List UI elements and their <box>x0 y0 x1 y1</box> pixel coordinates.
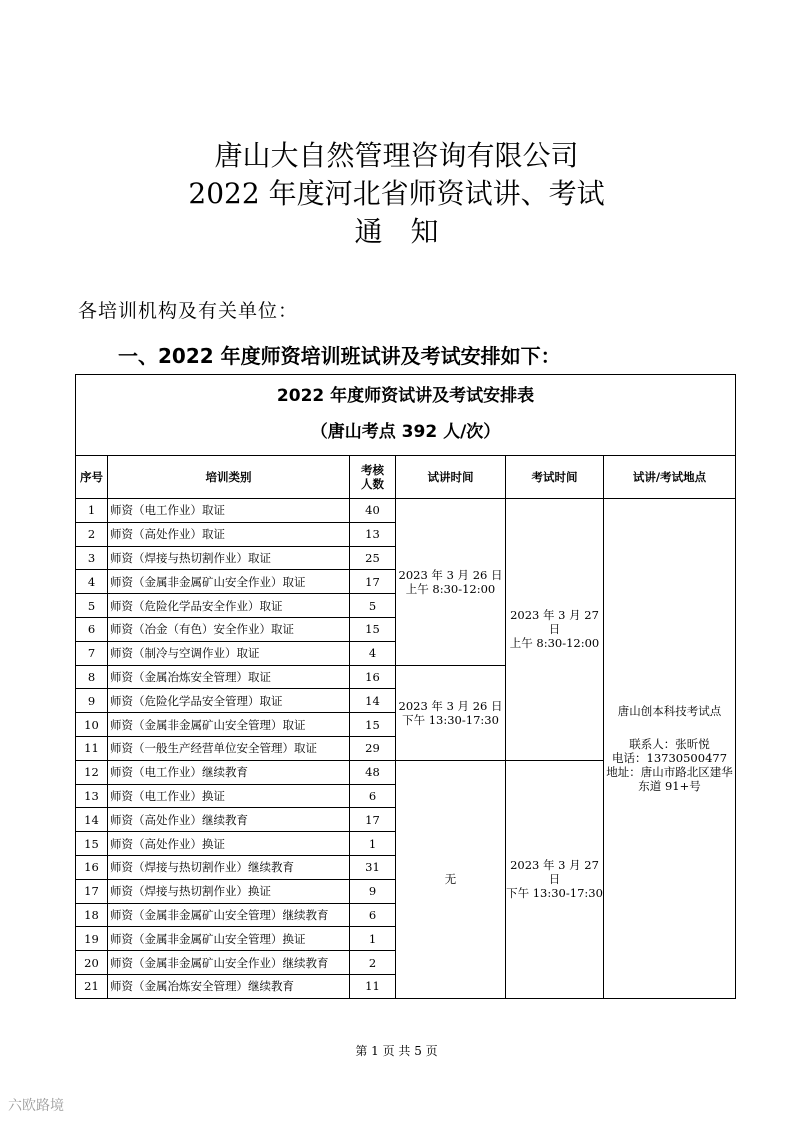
table-row <box>76 499 736 523</box>
notice-subtitle: 通 知 <box>354 215 439 248</box>
row-number: 2 <box>76 522 108 546</box>
row-count: 16 <box>350 665 396 689</box>
greeting: 各培训机构及有关单位： <box>78 300 299 322</box>
row-number: 20 <box>76 951 108 975</box>
col-header-count <box>350 456 396 499</box>
row-count: 17 <box>350 570 396 594</box>
row-training-type: 师资（电工作业）继续教育 <box>108 760 350 784</box>
col-header-count-line2: 人数 <box>361 477 384 491</box>
row-count: 15 <box>350 713 396 737</box>
row-training-type: 师资（焊接与热切割作业）继续教育 <box>108 855 350 879</box>
row-count: 17 <box>350 808 396 832</box>
row-number: 8 <box>76 665 108 689</box>
col-header-exam: 考试时间 <box>506 456 604 499</box>
row-number: 15 <box>76 832 108 856</box>
row-training-type: 师资（冶金（有色）安全作业）取证 <box>108 617 350 641</box>
row-number: 12 <box>76 760 108 784</box>
row-training-type: 师资（金属冶炼安全管理）取证 <box>108 665 350 689</box>
company-title: 唐山大自然管理咨询有限公司 <box>214 139 579 172</box>
row-count: 25 <box>350 546 396 570</box>
row-training-type: 师资（高处作业）取证 <box>108 522 350 546</box>
location-address-line2: 东道 91+号 <box>638 778 701 793</box>
row-count: 9 <box>350 879 396 903</box>
row-count: 1 <box>350 832 396 856</box>
row-count: 4 <box>350 641 396 665</box>
lecture-time-morning <box>396 499 506 666</box>
lecture1-time: 上午 8:30-12:00 <box>405 581 496 596</box>
col-header-no: 序号 <box>76 456 108 499</box>
lecture-time-afternoon <box>396 665 506 760</box>
lecture-time-none: 无 <box>396 760 506 998</box>
row-training-type: 师资（金属非金属矿山安全管理）继续教育 <box>108 903 350 927</box>
location-contact: 联系人：张昕悦 <box>629 736 710 751</box>
col-header-lecture: 试讲时间 <box>396 456 506 499</box>
row-count: 13 <box>350 522 396 546</box>
exam1-time: 上午 8:30-12:00 <box>509 636 600 651</box>
row-count: 29 <box>350 736 396 760</box>
exam2-time: 下午 13:30-17:30 <box>506 886 603 901</box>
row-training-type: 师资（金属非金属矿山安全管理）取证 <box>108 713 350 737</box>
row-number: 14 <box>76 808 108 832</box>
row-count: 2 <box>350 951 396 975</box>
row-number: 5 <box>76 594 108 618</box>
row-count: 14 <box>350 689 396 713</box>
row-training-type: 师资（高处作业）换证 <box>108 832 350 856</box>
table-header-row <box>76 456 736 499</box>
row-number: 9 <box>76 689 108 713</box>
schedule-table <box>75 374 736 999</box>
row-number: 10 <box>76 713 108 737</box>
row-count: 31 <box>350 855 396 879</box>
row-count: 5 <box>350 594 396 618</box>
exam-location <box>604 499 736 999</box>
row-training-type: 师资（金属非金属矿山安全作业）继续教育 <box>108 951 350 975</box>
row-training-type: 师资（电工作业）取证 <box>108 499 350 523</box>
row-number: 3 <box>76 546 108 570</box>
page-footer: 第 1 页 共 5 页 <box>355 1044 438 1058</box>
row-number: 11 <box>76 736 108 760</box>
table-body <box>76 499 736 999</box>
row-count: 6 <box>350 903 396 927</box>
row-number: 21 <box>76 974 108 998</box>
row-number: 6 <box>76 617 108 641</box>
row-training-type: 师资（金属冶炼安全管理）继续教育 <box>108 974 350 998</box>
row-count: 15 <box>350 617 396 641</box>
row-training-type: 师资（焊接与热切割作业）换证 <box>108 879 350 903</box>
notice-title: 2022 年度河北省师资试讲、考试 <box>188 177 605 210</box>
row-training-type: 师资（金属非金属矿山安全管理）换证 <box>108 927 350 951</box>
row-training-type: 师资（电工作业）换证 <box>108 784 350 808</box>
col-header-location: 试讲/考试地点 <box>604 456 736 499</box>
row-count: 6 <box>350 784 396 808</box>
lecture2-time: 下午 13:30-17:30 <box>402 712 499 727</box>
row-training-type: 师资（焊接与热切割作业）取证 <box>108 546 350 570</box>
row-number: 16 <box>76 855 108 879</box>
row-number: 1 <box>76 499 108 523</box>
location-phone: 电话：13730500477 <box>612 750 728 765</box>
lecture1-date: 2023 年 3 月 26 日 <box>398 567 503 582</box>
watermark: 六欧路境 <box>8 1098 64 1114</box>
exam2-date: 2023 年 3 月 27 日 <box>510 858 599 887</box>
row-number: 13 <box>76 784 108 808</box>
row-number: 19 <box>76 927 108 951</box>
exam-time-morning <box>506 499 604 761</box>
section-heading: 一、2022 年度师资培训班试讲及考试安排如下： <box>118 344 561 368</box>
row-training-type: 师资（金属非金属矿山安全作业）取证 <box>108 570 350 594</box>
row-count: 40 <box>350 499 396 523</box>
exam1-date: 2023 年 3 月 27 日 <box>510 608 599 637</box>
row-count: 11 <box>350 974 396 998</box>
row-count: 48 <box>350 760 396 784</box>
row-training-type: 师资（一般生产经营单位安全管理）取证 <box>108 736 350 760</box>
row-training-type: 师资（危险化学品安全作业）取证 <box>108 594 350 618</box>
location-name: 唐山创本科技考试点 <box>617 703 722 718</box>
row-number: 18 <box>76 903 108 927</box>
row-training-type: 师资（高处作业）继续教育 <box>108 808 350 832</box>
table-caption <box>76 375 736 456</box>
row-count: 1 <box>350 927 396 951</box>
row-number: 7 <box>76 641 108 665</box>
row-number: 4 <box>76 570 108 594</box>
exam-time-afternoon <box>506 760 604 998</box>
table-caption-title: 2022 年度师资试讲及考试安排表 <box>276 386 535 406</box>
row-number: 17 <box>76 879 108 903</box>
row-training-type: 师资（危险化学品安全管理）取证 <box>108 689 350 713</box>
lecture2-date: 2023 年 3 月 26 日 <box>398 698 503 713</box>
row-training-type: 师资（制冷与空调作业）取证 <box>108 641 350 665</box>
col-header-type: 培训类别 <box>108 456 350 499</box>
col-header-count-line1: 考核 <box>361 463 384 477</box>
table-caption-subtitle: （唐山考点 392 人/次） <box>310 422 501 442</box>
location-address-line1: 地址：唐山市路北区建华 <box>606 764 733 779</box>
